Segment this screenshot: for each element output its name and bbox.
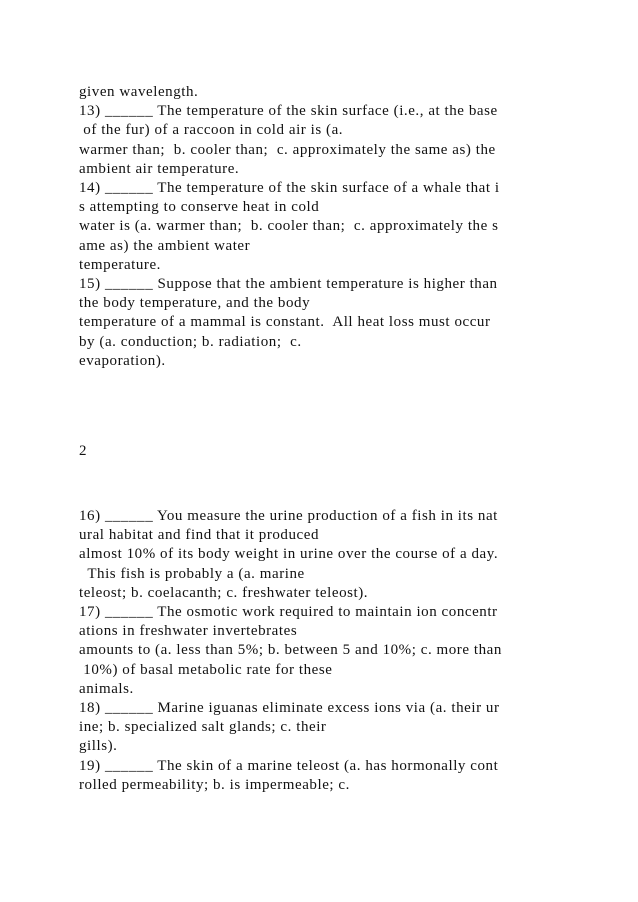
text-line: the body temperature, and the body bbox=[79, 295, 311, 312]
text-line: temperature. bbox=[79, 256, 161, 273]
text-line: evaporation). bbox=[79, 352, 166, 369]
text-line: warmer than; b. cooler than; c. approximately the same as) the bbox=[79, 141, 496, 158]
text-line: ine; b. specialized salt glands; c. their bbox=[79, 719, 327, 736]
text-block-top bbox=[79, 83, 599, 371]
text-line: 15) ______ Suppose that the ambient temperature is higher than bbox=[79, 276, 498, 293]
text-line: rolled permeability; b. is impermeable; c. bbox=[79, 776, 350, 793]
text-line: almost 10% of its body weight in urine over the course of a day. bbox=[79, 546, 499, 563]
text-line: 17) ______ The osmotic work required to maintain ion concentr bbox=[79, 604, 498, 621]
text-block-bottom bbox=[79, 507, 599, 795]
text-line: 14) ______ The temperature of the skin surface of a whale that i bbox=[79, 180, 500, 197]
text-line: ame as) the ambient water bbox=[79, 237, 251, 254]
text-line: gills). bbox=[79, 738, 118, 755]
text-line: 16) ______ You measure the urine production of a fish in its nat bbox=[79, 508, 498, 524]
text-line: This fish is probably a (a. marine bbox=[79, 565, 305, 582]
text-line: 10%) of basal metabolic rate for these bbox=[79, 661, 333, 678]
text-line: s attempting to conserve heat in cold bbox=[79, 199, 320, 216]
text-line: amounts to (a. less than 5%; b. between 5 and 10%; c. more than bbox=[79, 642, 502, 659]
text-line: temperature of a mammal is constant. All heat loss must occur bbox=[79, 314, 491, 331]
text-line: 19) ______ The skin of a marine teleost (a. has hormonally cont bbox=[79, 757, 499, 774]
page-number bbox=[79, 442, 599, 461]
page-number-text: 2 bbox=[79, 443, 88, 459]
text-line: of the fur) of a raccoon in cold air is (a. bbox=[79, 122, 344, 139]
text-line: water is (a. warmer than; b. cooler than; c. approximately the s bbox=[79, 218, 499, 235]
text-line: ambient air temperature. bbox=[79, 160, 240, 177]
text-line: 13) ______ The temperature of the skin surface (i.e., at the base bbox=[79, 103, 498, 120]
text-line: animals. bbox=[79, 680, 134, 697]
text-line: 18) ______ Marine iguanas eliminate excess ions via (a. their ur bbox=[79, 700, 500, 717]
text-line: by (a. conduction; b. radiation; c. bbox=[79, 333, 302, 350]
text-line: ural habitat and find that it produced bbox=[79, 527, 319, 544]
text-line: given wavelength. bbox=[79, 84, 199, 100]
text-line: ations in freshwater invertebrates bbox=[79, 623, 298, 640]
text-line: teleost; b. coelacanth; c. freshwater teleost). bbox=[79, 584, 369, 601]
